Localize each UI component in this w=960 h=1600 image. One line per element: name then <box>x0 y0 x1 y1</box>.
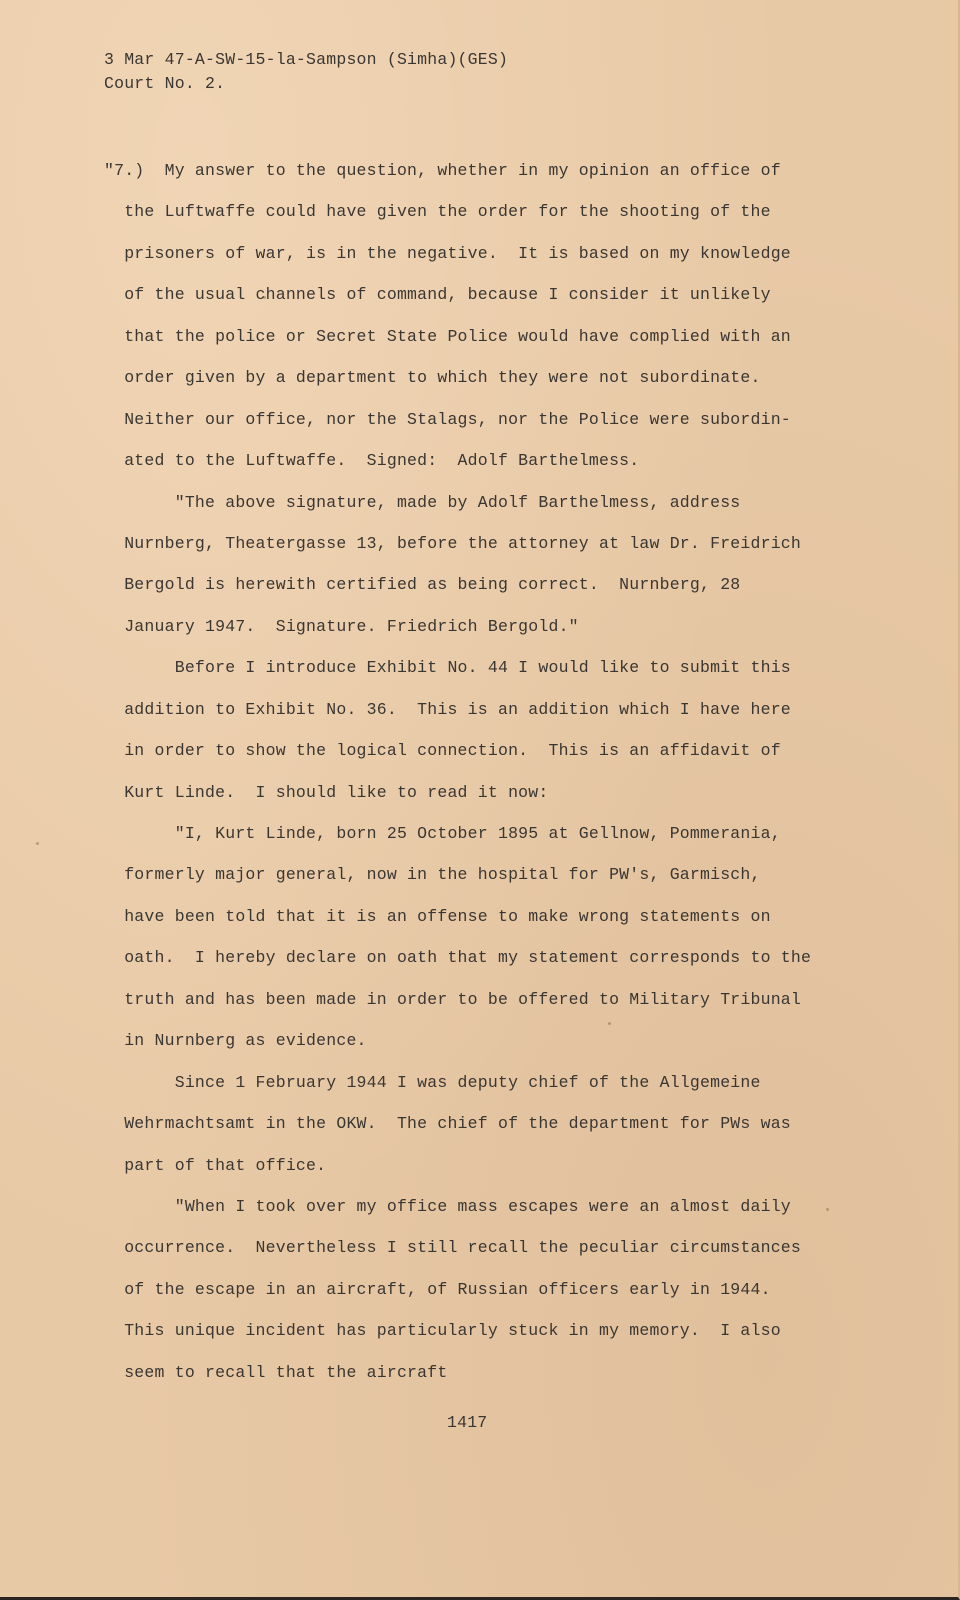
text-line: "When I took over my office mass escapes were an almost daily <box>104 1196 791 1216</box>
text-line: Bergold is herewith certified as being correct. Nurnberg, 28 <box>104 575 741 595</box>
text-line: truth and has been made in order to be offered to Military Tribunal <box>104 989 802 1009</box>
text-line: Since 1 February 1944 I was deputy chief of the Allgemeine <box>104 1072 761 1092</box>
text-line: Before I introduce Exhibit No. 44 I would like to submit this <box>104 658 791 678</box>
text-line: Neither our office, nor the Stalags, nor the Police were subordin- <box>104 409 791 429</box>
text-line: order given by a department to which they were not subordinate. <box>104 368 761 388</box>
paper-speck <box>608 1022 611 1025</box>
text-line: "I, Kurt Linde, born 25 October 1895 at Gellnow, Pommerania, <box>104 824 781 843</box>
text-line: the Luftwaffe could have given the order for the shooting of the <box>104 202 771 222</box>
text-line: "7.) My answer to the question, whether in my opinion an office of <box>104 161 781 180</box>
text-line: occurrence. Nevertheless I still recall the peculiar circumstances <box>104 1238 802 1258</box>
text-line: addition to Exhibit No. 36. This is an addition which I have here <box>104 699 791 719</box>
text-line: of the escape in an aircraft, of Russian officers early in 1944. <box>104 1279 771 1299</box>
text-line: of the usual channels of command, because I consider it unlikely <box>104 285 771 305</box>
text-line: part of that office. <box>104 1155 327 1175</box>
text-line: prisoners of war, is in the negative. It is based on my knowledge <box>104 243 791 263</box>
transcript-body <box>104 150 811 1393</box>
text-line: This unique incident has particularly stuck in my memory. I also <box>104 1321 781 1341</box>
paper-speck <box>263 296 266 299</box>
text-line: have been told that it is an offense to make wrong statements on <box>104 906 771 926</box>
text-line: January 1947. Signature. Friedrich Bergold." <box>104 616 579 636</box>
text-line: seem to recall that the aircraft <box>104 1362 448 1382</box>
text-line: formerly major general, now in the hospital for PW's, Garmisch, <box>104 865 761 885</box>
text-line: in order to show the logical connection. This is an affidavit of <box>104 741 781 761</box>
text-line: Wehrmachtsamt in the OKW. The chief of the department for PWs was <box>104 1114 791 1134</box>
paper-speck <box>36 842 39 845</box>
text-line: Nurnberg, Theatergasse 13, before the attorney at law Dr. Freidrich <box>104 533 802 553</box>
header-reference: 3 Mar 47-A-SW-15-la-Sampson (Simha)(GES) <box>104 50 509 69</box>
paper-speck <box>826 1208 829 1211</box>
text-line: in Nurnberg as evidence. <box>104 1031 367 1051</box>
text-line: that the police or Secret State Police would have complied with an <box>104 326 791 346</box>
text-line: Kurt Linde. I should like to read it now: <box>104 782 549 802</box>
text-line: ated to the Luftwaffe. Signed: Adolf Barthelmess. <box>104 451 640 471</box>
text-line: oath. I hereby declare on oath that my statement corresponds to the <box>104 948 812 968</box>
header-court: Court No. 2. <box>104 74 226 93</box>
page-number: 1417 <box>447 1413 488 1432</box>
text-line: "The above signature, made by Adolf Barthelmess, address <box>104 492 741 512</box>
